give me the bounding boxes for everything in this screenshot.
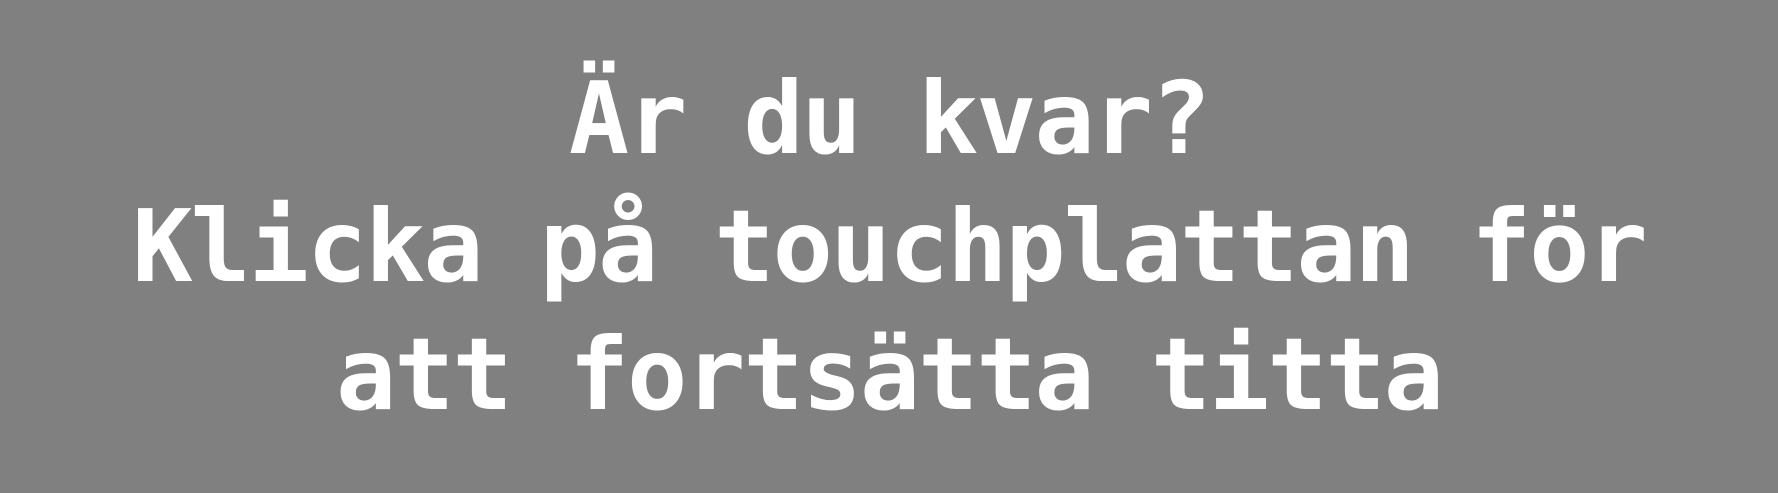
prompt-instruction-line-1: Klicka på touchplattan för bbox=[132, 187, 1646, 305]
prompt-instruction-line-2: att fortsätta titta bbox=[336, 315, 1442, 433]
still-watching-message bbox=[112, 55, 1665, 439]
prompt-title: Är du kvar? bbox=[568, 59, 1210, 177]
